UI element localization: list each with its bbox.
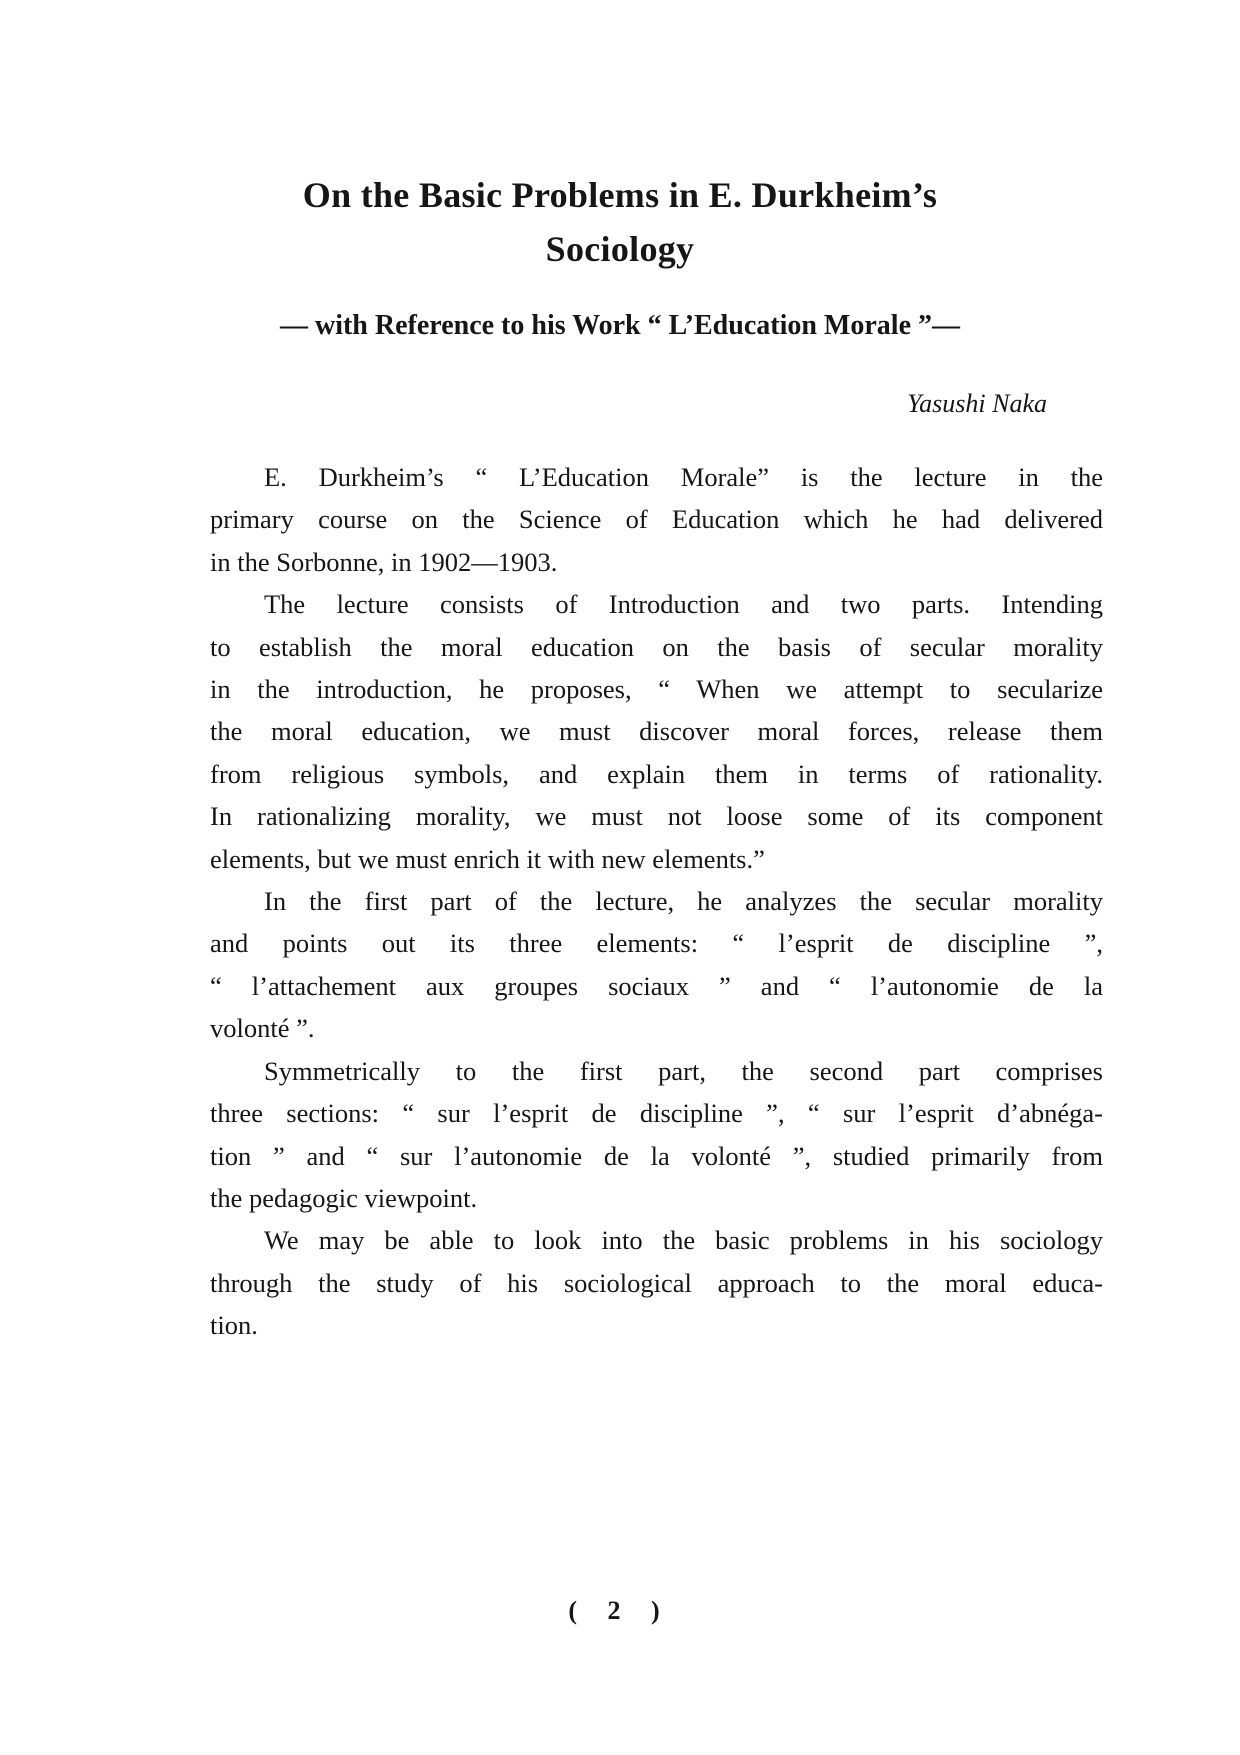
article-subtitle: — with Reference to his Work “ L’Education Morale ”— (279, 310, 960, 341)
text-line: in the introduction, he proposes, “ When we attempt to secularize (210, 674, 1103, 705)
text-line: E. Durkheim’s “ L’Education Morale” is the lecture in the (264, 462, 1103, 492)
article-title (0, 168, 1240, 276)
text-line: elements, but we must enrich it with new elements.” (210, 843, 765, 874)
paragraph-1 (210, 456, 1103, 583)
text-line: tion. (210, 1310, 258, 1341)
text-line: volonté ”. (210, 1013, 315, 1044)
paragraph-2 (210, 583, 1103, 880)
text-line: “ l’attachement aux groupes sociaux ” and “ l’autonomie de la (210, 970, 1103, 1001)
paragraph-4 (210, 1050, 1103, 1220)
article-body (210, 456, 1103, 1347)
text-line: and points out its three elements: “ l’esprit de discipline ”, (210, 928, 1103, 959)
paragraph-5 (210, 1219, 1103, 1346)
author-name: Yasushi Naka (907, 389, 1047, 418)
title-line-1: On the Basic Problems in E. Durkheim’s (302, 175, 938, 215)
text-line: the pedagogic viewpoint. (210, 1182, 478, 1213)
text-line: three sections: “ sur l’esprit de discipline ”, “ sur l’esprit d’abnéga- (210, 1098, 1103, 1129)
text-line: the moral education, we must discover moral forces, release them (210, 716, 1103, 747)
text-line: Symmetrically to the first part, the second part comprises (264, 1055, 1103, 1086)
text-line: The lecture consists of Introduction and two parts. Intending (264, 589, 1103, 620)
text-line: In the first part of the lecture, he analyzes the secular morality (264, 886, 1103, 917)
text-line: through the study of his sociological approach to the moral educa- (210, 1267, 1103, 1298)
paragraph-3 (210, 880, 1103, 1050)
text-line: to establish the moral education on the basis of secular morality (210, 631, 1103, 662)
text-line: primary course on the Science of Education which he had delivered (210, 504, 1103, 535)
text-line: in the Sorbonne, in 1902—1903. (210, 546, 558, 577)
page-number: ( 2 ) (568, 1596, 672, 1625)
title-line-2: Sociology (545, 229, 695, 269)
text-line: tion ” and “ sur l’autonomie de la volonté ”, studied primarily from (210, 1140, 1103, 1171)
text-line: In rationalizing morality, we must not loose some of its component (210, 801, 1103, 832)
text-line: We may be able to look into the basic problems in his sociology (264, 1225, 1103, 1256)
text-line: from religious symbols, and explain them in terms of rationality. (210, 758, 1103, 789)
